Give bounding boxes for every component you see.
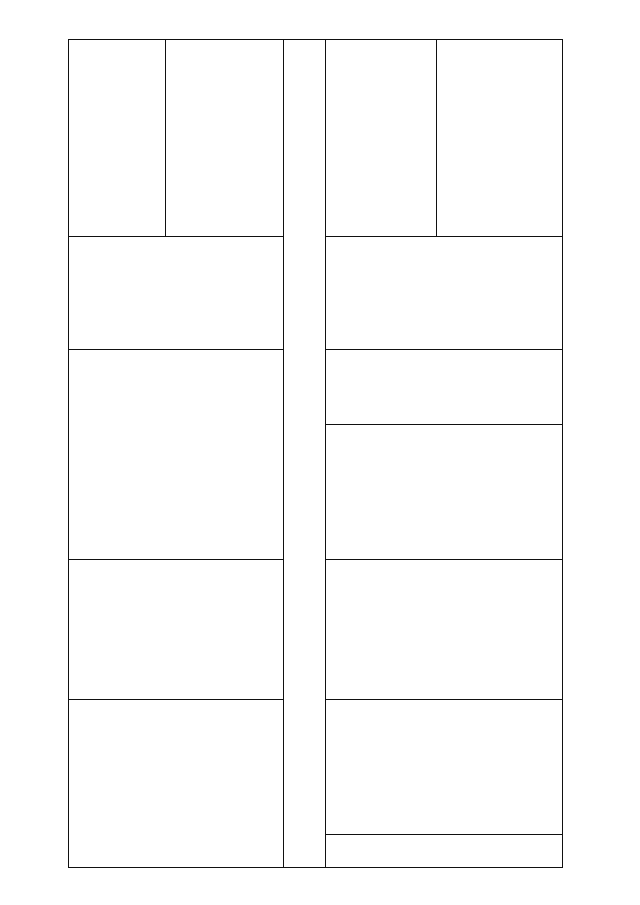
table-divider <box>325 699 562 700</box>
table-divider <box>68 236 283 237</box>
table-divider <box>436 40 437 237</box>
table-divider <box>283 40 284 868</box>
table-border <box>562 40 563 868</box>
table-divider <box>325 40 326 868</box>
table-divider <box>325 424 562 425</box>
table-divider <box>68 559 283 560</box>
table-divider <box>325 349 562 350</box>
table-border <box>68 867 563 868</box>
table-border <box>68 39 563 40</box>
table-divider <box>68 349 283 350</box>
table-divider <box>325 236 562 237</box>
table-divider <box>325 834 562 835</box>
table-divider <box>325 559 562 560</box>
table-divider <box>165 40 166 237</box>
table-divider <box>68 699 283 700</box>
table-border <box>68 40 69 868</box>
